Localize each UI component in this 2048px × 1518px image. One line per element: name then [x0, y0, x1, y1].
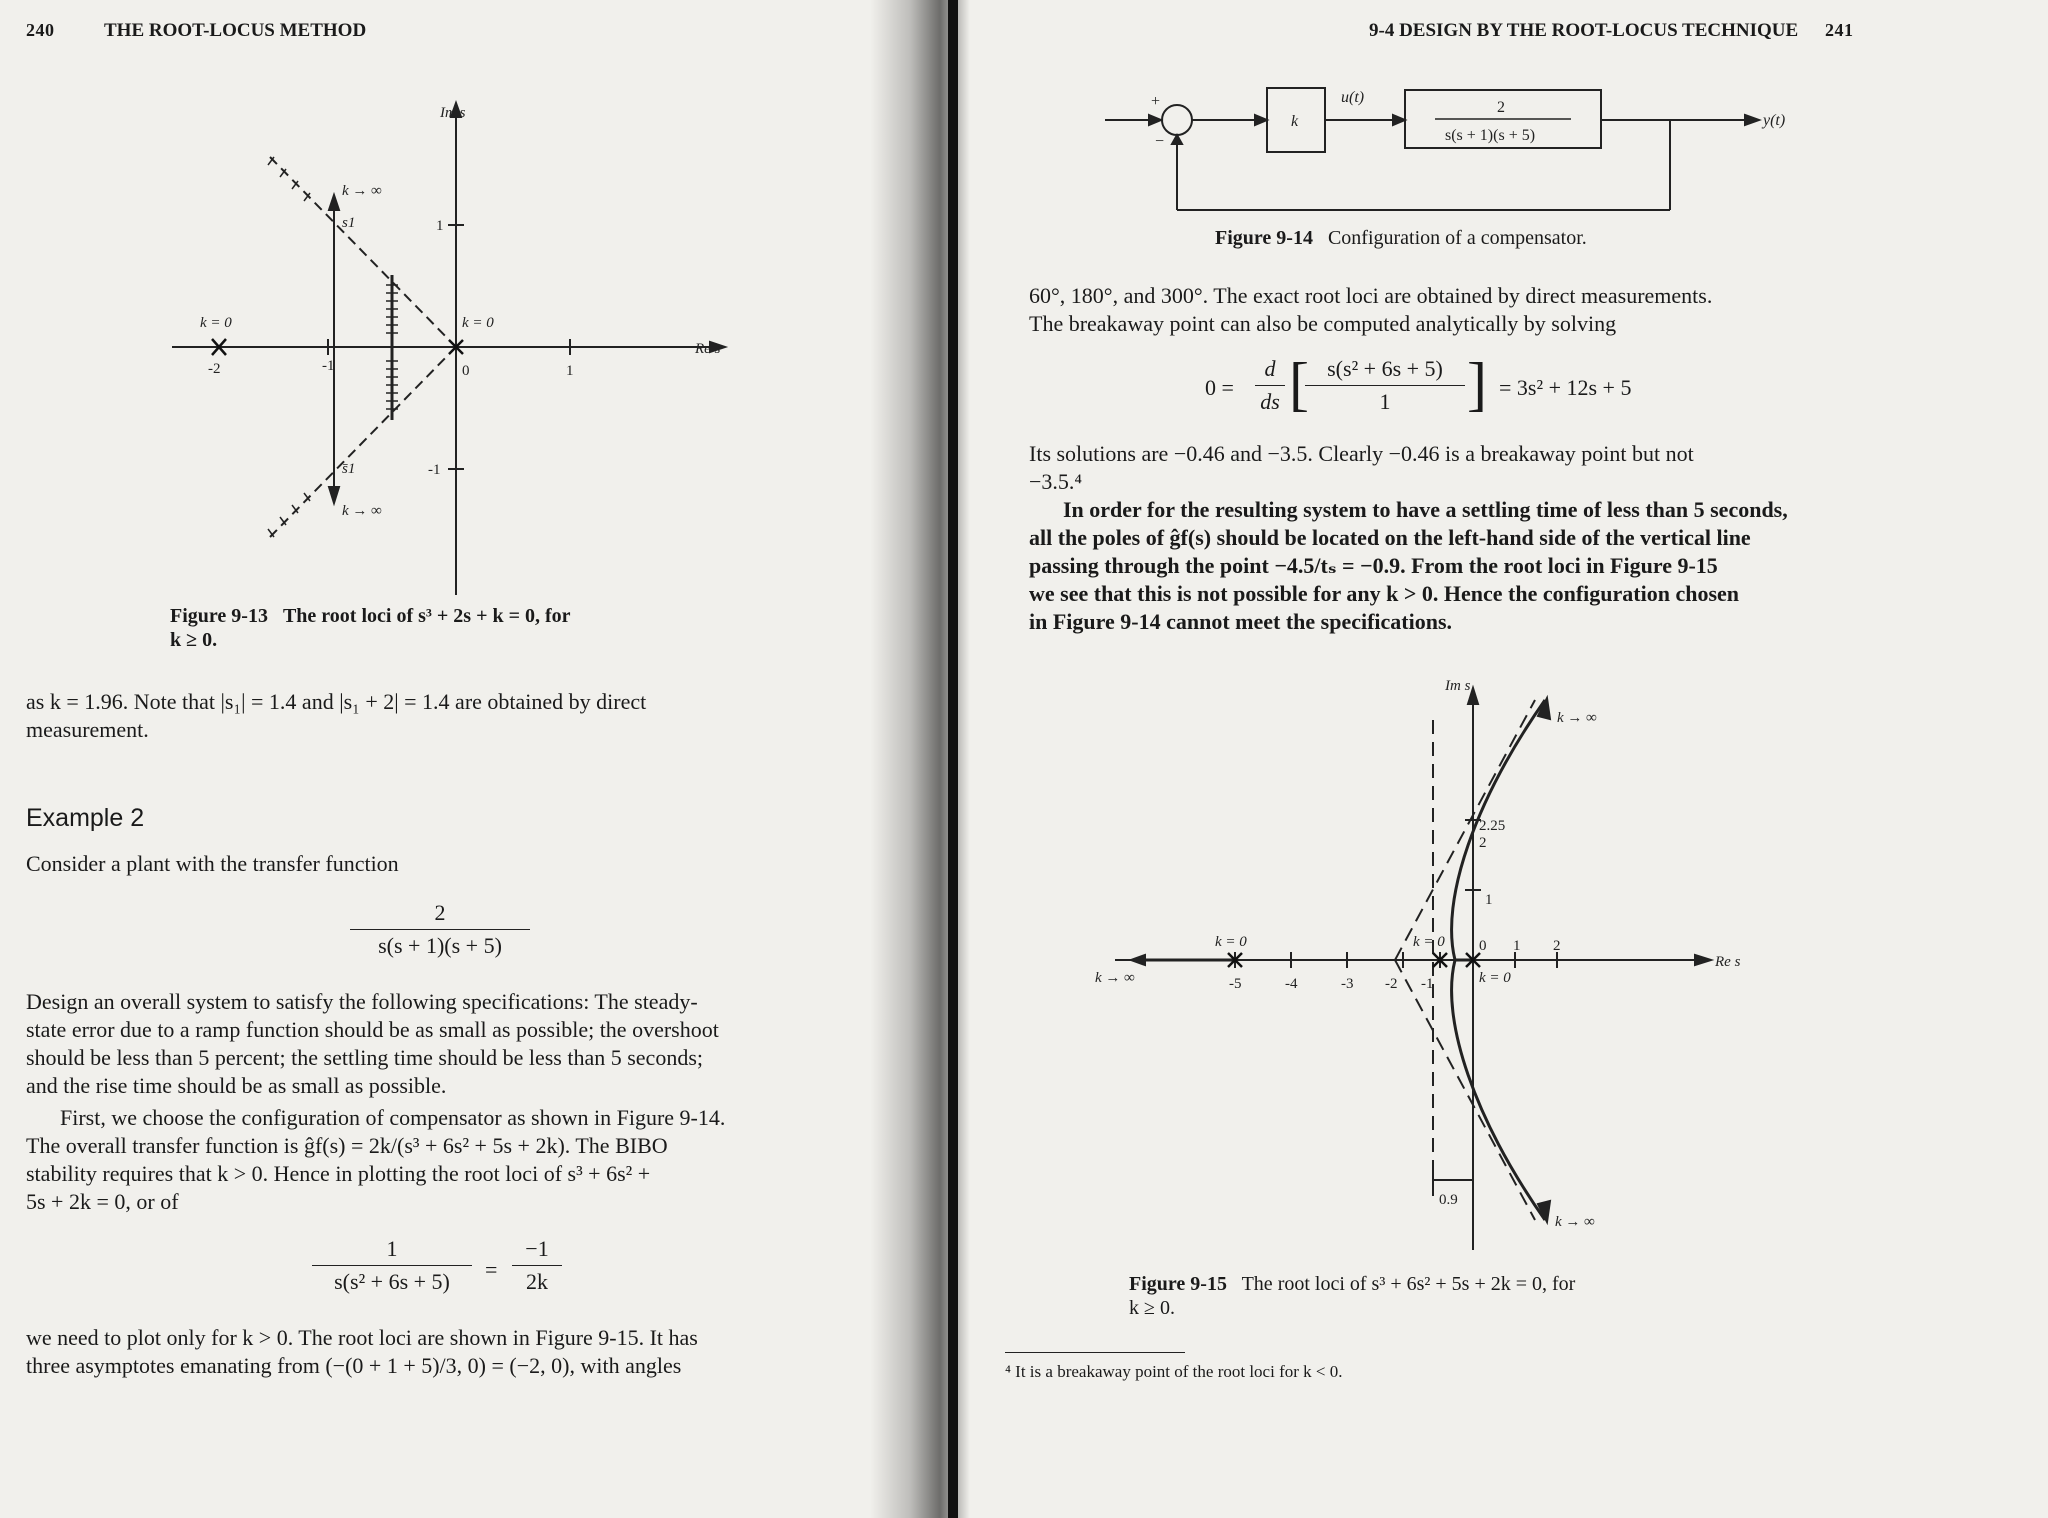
- figure-9-14-caption-label: Figure 9-14: [1215, 227, 1313, 249]
- figure-9-15-caption-line2: k ≥ 0.: [1129, 1297, 1175, 1319]
- fraction-bar: [350, 929, 530, 930]
- eq3-inner-denominator: 1: [1379, 389, 1391, 414]
- eq1-denominator: s(s + 1)(s + 5): [378, 933, 502, 958]
- paragraph-line: Its solutions are −0.46 and −3.5. Clearly −0.46 is a breakaway point but not: [1029, 441, 1694, 466]
- tick-y-1: 1: [1485, 892, 1493, 908]
- label-k-zero-left: k = 0: [200, 315, 232, 331]
- eq2-right-numerator: −1: [525, 1236, 549, 1261]
- tick-y-neg1: -1: [428, 462, 441, 478]
- paragraph-line: passing through the point −4.5/tₛ = −0.9. From the root loci in Figure 9-15: [1029, 553, 1718, 578]
- paragraph-line: three asymptotes emanating from (−(0 + 1 + 5)/3, 0) = (−2, 0), with angles: [26, 1353, 682, 1378]
- plant-numerator: 2: [1497, 99, 1505, 116]
- eq3-rhs: = 3s² + 12s + 5: [1499, 375, 1632, 400]
- figure-9-13-caption: [170, 604, 571, 652]
- figure-9-13-root-locus: [150, 95, 750, 605]
- gain-block-label: k: [1291, 113, 1299, 130]
- example-heading: Example 2: [26, 804, 145, 832]
- left-bracket: [: [1289, 351, 1309, 417]
- paragraph-line: 5s + 2k = 0, or of: [26, 1189, 179, 1214]
- paragraph-line: in Figure 9-14 cannot meet the specifications.: [1029, 609, 1453, 634]
- eq2-right-denominator: 2k: [526, 1269, 548, 1294]
- paragraph-line: First, we choose the configuration of compensator as shown in Figure 9-14.: [60, 1105, 726, 1130]
- running-head-left: THE ROOT-LOCUS METHOD: [104, 20, 367, 41]
- paragraph-settling: [1029, 496, 2029, 636]
- footnote: ⁴ It is a breakaway point of the root loci for k < 0.: [1005, 1362, 1343, 1381]
- label-k-inf-bottom: k → ∞: [1555, 1214, 1595, 1230]
- right-page: [965, 0, 2048, 1518]
- paragraph-line: 60°, 180°, and 300°. The exact root loci are obtained by direct measurements.: [1029, 283, 1713, 308]
- signal-u-label: u(t): [1341, 89, 1365, 106]
- paragraph-continuation: [26, 688, 866, 744]
- running-head-right: 9-4 DESIGN BY THE ROOT-LOCUS TECHNIQUE: [1369, 20, 1799, 41]
- tick-x-neg1: -1: [322, 358, 335, 374]
- equation-2-left: [312, 1236, 472, 1295]
- fraction-bar: [312, 1265, 472, 1266]
- tick-x-0: 0: [462, 363, 470, 379]
- label-2-25: 2.25: [1479, 818, 1506, 834]
- fraction-bar: [1255, 385, 1285, 386]
- paragraph-line: −3.5.⁴: [1029, 469, 1083, 494]
- footnote-rule: [1005, 1352, 1185, 1353]
- fraction-bar: [1305, 385, 1465, 386]
- label-s1: s1: [342, 215, 356, 231]
- tick-x-neg3: -3: [1341, 976, 1354, 992]
- figure-9-13-caption-line1: The root loci of s³ + 2s + k = 0, for: [282, 605, 571, 627]
- left-page: [0, 0, 955, 1518]
- eq3-lhs: 0 =: [1205, 375, 1234, 400]
- plant-intro: Consider a plant with the transfer function: [26, 851, 399, 876]
- summing-minus: −: [1155, 133, 1165, 150]
- eq1-numerator: 2: [434, 900, 446, 925]
- label-k-zero-origin: k = 0: [462, 315, 494, 331]
- figure-9-15-root-locus: [1095, 670, 1795, 1260]
- paragraph-line: and the rise time should be as small as possible.: [26, 1073, 447, 1098]
- tick-y-2: 2: [1479, 835, 1487, 851]
- paragraph-line: Design an overall system to satisfy the following specifications: The steady-: [26, 989, 698, 1014]
- last-paragraph: [26, 1324, 866, 1380]
- figure-9-13-caption-line2: k ≥ 0.: [170, 629, 218, 651]
- equation-2-right: [512, 1236, 562, 1295]
- paragraph-line: measurement.: [26, 717, 149, 742]
- tick-x-2: 2: [1553, 938, 1561, 954]
- im-axis-label: Im s: [440, 105, 466, 121]
- figure-9-15-caption-line1: The root loci of s³ + 6s² + 5s + 2k = 0, for: [1241, 1273, 1576, 1295]
- paragraph-line: The breakaway point can also be computed analytically by solving: [1029, 311, 1617, 336]
- eq3-ds: ds: [1260, 389, 1280, 414]
- equation-plant-transfer-function: [350, 900, 530, 959]
- tick-x-1: 1: [566, 363, 574, 379]
- label-k-inf-left: k → ∞: [1095, 970, 1135, 986]
- label-s1-bar: s̄1: [342, 461, 356, 477]
- figure-9-15-caption-label: Figure 9-15: [1129, 1273, 1227, 1295]
- tick-x-neg4: -4: [1285, 976, 1298, 992]
- page-number-right: 241: [1825, 20, 1854, 40]
- re-axis-label: Re s: [1715, 954, 1741, 970]
- label-k-inf-bottom: k → ∞: [342, 503, 382, 519]
- re-axis-label: Re s: [695, 341, 721, 357]
- paragraph-line: as k = 1.96. Note that |s₁| = 1.4 and |s₁ + 2| = 1.4 are obtained by direct: [26, 689, 647, 714]
- fraction-bar: [512, 1265, 562, 1266]
- tick-x-neg5: -5: [1229, 976, 1242, 992]
- eq3-derivative: [1255, 356, 1285, 415]
- page-number-left: 240: [26, 20, 55, 40]
- signal-y-label: y(t): [1763, 112, 1786, 129]
- paragraph-line: we see that this is not possible for any k > 0. Hence the configuration chosen: [1029, 581, 1740, 606]
- figure-9-14-block-diagram: [1105, 80, 1805, 220]
- dimension-0-9: 0.9: [1439, 1192, 1458, 1208]
- tick-x-neg1: -1: [1421, 976, 1434, 992]
- label-k-zero-3: k = 0: [1479, 970, 1511, 986]
- figure-9-14-caption-text: Configuration of a compensator.: [1327, 227, 1587, 249]
- label-k-inf-top: k → ∞: [1557, 710, 1597, 726]
- paragraph-line: all the poles of ĝf(s) should be located on the left-hand side of the vertical line: [1029, 525, 1751, 550]
- paragraph-line: In order for the resulting system to have a settling time of less than 5 seconds,: [1063, 497, 1788, 522]
- tick-x-1: 1: [1513, 938, 1521, 954]
- paragraph-line: should be less than 5 percent; the settling time should be less than 5 seconds;: [26, 1045, 703, 1070]
- paragraph-line: The overall transfer function is ĝf(s) = 2k/(s³ + 6s² + 5s + 2k). The BIBO: [26, 1133, 668, 1158]
- summing-plus: +: [1151, 93, 1161, 110]
- figure-9-15-caption: [1129, 1272, 1575, 1320]
- paragraph-line: state error due to a ramp function should be as small as possible; the overshoot: [26, 1017, 719, 1042]
- tick-x-0: 0: [1479, 938, 1487, 954]
- eq2-left-denominator: s(s² + 6s + 5): [334, 1269, 450, 1294]
- eq2-equals: =: [485, 1257, 498, 1282]
- first-paragraph: [26, 1104, 866, 1216]
- tick-x-neg2: -2: [1385, 976, 1398, 992]
- eq3-inner-fraction: [1305, 356, 1465, 415]
- eq3-inner-numerator: s(s² + 6s + 5): [1327, 356, 1443, 381]
- plant-denominator: s(s + 1)(s + 5): [1445, 127, 1536, 144]
- label-k-inf-top: k → ∞: [342, 183, 382, 199]
- design-paragraph: [26, 988, 866, 1100]
- tick-x-neg2: -2: [208, 361, 221, 377]
- im-axis-label: Im s: [1445, 678, 1471, 694]
- label-k-zero-2: k = 0: [1413, 934, 1445, 950]
- figure-9-13-caption-label: Figure 9-13: [170, 605, 268, 627]
- figure-9-14-caption: [1215, 226, 1587, 250]
- right-bracket: ]: [1467, 351, 1487, 417]
- paragraph-line: stability requires that k > 0. Hence in plotting the root loci of s³ + 6s² +: [26, 1161, 651, 1186]
- tick-y-1: 1: [436, 218, 444, 234]
- paragraph-solutions: [1029, 440, 2029, 496]
- paragraph-angles: [1029, 282, 2029, 338]
- paragraph-line: we need to plot only for k > 0. The root loci are shown in Figure 9-15. It has: [26, 1325, 698, 1350]
- label-k-zero-1: k = 0: [1215, 934, 1247, 950]
- eq2-left-numerator: 1: [386, 1236, 398, 1261]
- eq3-d: d: [1264, 356, 1276, 381]
